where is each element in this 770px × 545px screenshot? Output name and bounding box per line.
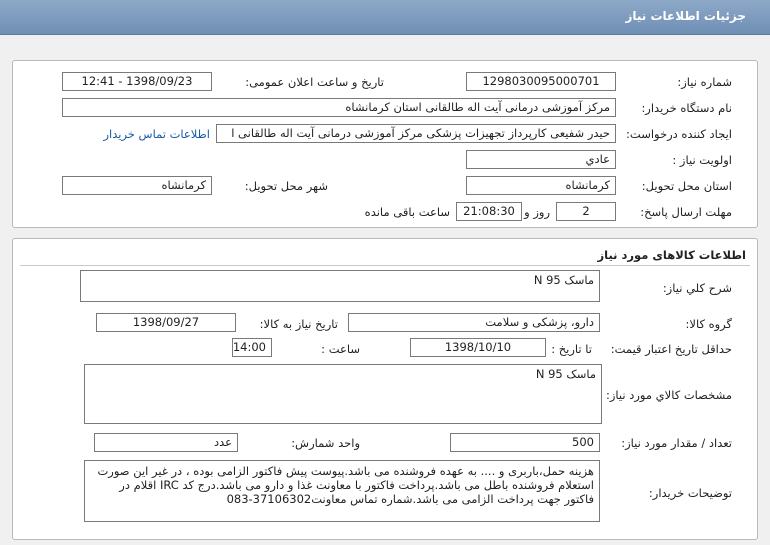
province-label: استان محل تحویل: <box>641 179 732 193</box>
count-field: 500 <box>450 433 600 452</box>
count-label: تعداد / مقدار مورد نیاز: <box>621 436 732 450</box>
buyer-field: مرکز آموزشی درمانی آیت اله طالقانی استان کرمانشاه <box>62 98 616 117</box>
deadline-days-field: 2 <box>556 202 616 221</box>
goods-section-divider <box>20 265 750 266</box>
price-valid-label: حداقل تاریخ اعتبار قیمت: <box>610 342 732 356</box>
until-date-label: تا تاریخ : <box>551 342 592 356</box>
announce-label: تاریخ و ساعت اعلان عمومی: <box>245 75 384 89</box>
buyer-label: نام دستگاه خریدار: <box>641 101 732 115</box>
hour-field: 14:00 <box>232 338 272 357</box>
buyer-contact-link[interactable]: اطلاعات تماس خریدار <box>103 127 210 141</box>
summary-field: ماسک N 95 <box>80 270 600 302</box>
unit-field: عدد <box>94 433 238 452</box>
hour-label: ساعت : <box>321 342 360 356</box>
announce-field: 1398/09/23 - 12:41 <box>62 72 212 91</box>
province-field: کرمانشاه <box>466 176 616 195</box>
spec-label: مشخصات کالاي مورد نیاز: <box>605 388 732 402</box>
deadline-time-field: 21:08:30 <box>456 202 522 221</box>
priority-label: اولویت نیاز : <box>672 153 732 167</box>
deadline-label: مهلت ارسال پاسخ: <box>640 205 732 219</box>
creator-field: حیدر شفیعی کارپرداز تجهیزات پزشکی مرکز آموزشی درمانی آیت اله طالقانی ا <box>216 124 616 143</box>
priority-field: عادي <box>466 150 616 169</box>
need-date-label: تاریخ نیاز به کالا: <box>259 317 338 331</box>
need-number-field: 1298030095000701 <box>466 72 616 91</box>
need-number-label: شماره نیاز: <box>677 75 732 89</box>
group-label: گروه کالا: <box>685 317 732 331</box>
buyer-description-field: هزینه حمل،باربری و .... به عهده فروشنده می باشد.پیوست پیش فاکتور الزامی بوده ، در غیر این صورت استعلام فروشنده باطل می باشد.پرداخت فاکتور با معاونت غذا و دارو می باشد.درج کد IRC اقلام در فاکتور جهت پرداخت الزامی می باشد.شماره تماس معاونت37106302-083 <box>84 460 600 522</box>
days-and-label: روز و <box>524 205 550 219</box>
city-label: شهر محل تحویل: <box>244 179 328 193</box>
need-date-field: 1398/09/27 <box>96 313 236 332</box>
spec-field: ماسک N 95 <box>84 364 602 424</box>
until-date-field: 1398/10/10 <box>410 338 546 357</box>
city-field: کرمانشاه <box>62 176 212 195</box>
goods-section-title: اطلاعات کالاهای مورد نیاز <box>597 248 746 262</box>
summary-label: شرح کلي نیاز: <box>662 281 732 295</box>
group-field: دارو، پزشکی و سلامت <box>348 313 600 332</box>
unit-label: واحد شمارش: <box>291 436 360 450</box>
desc-label: توضیحات خریدار: <box>648 486 732 500</box>
remaining-label: ساعت باقی مانده <box>364 205 450 219</box>
page-title: جزئیات اطلاعات نیاز <box>625 9 746 23</box>
creator-label: ایجاد کننده درخواست: <box>626 127 732 141</box>
